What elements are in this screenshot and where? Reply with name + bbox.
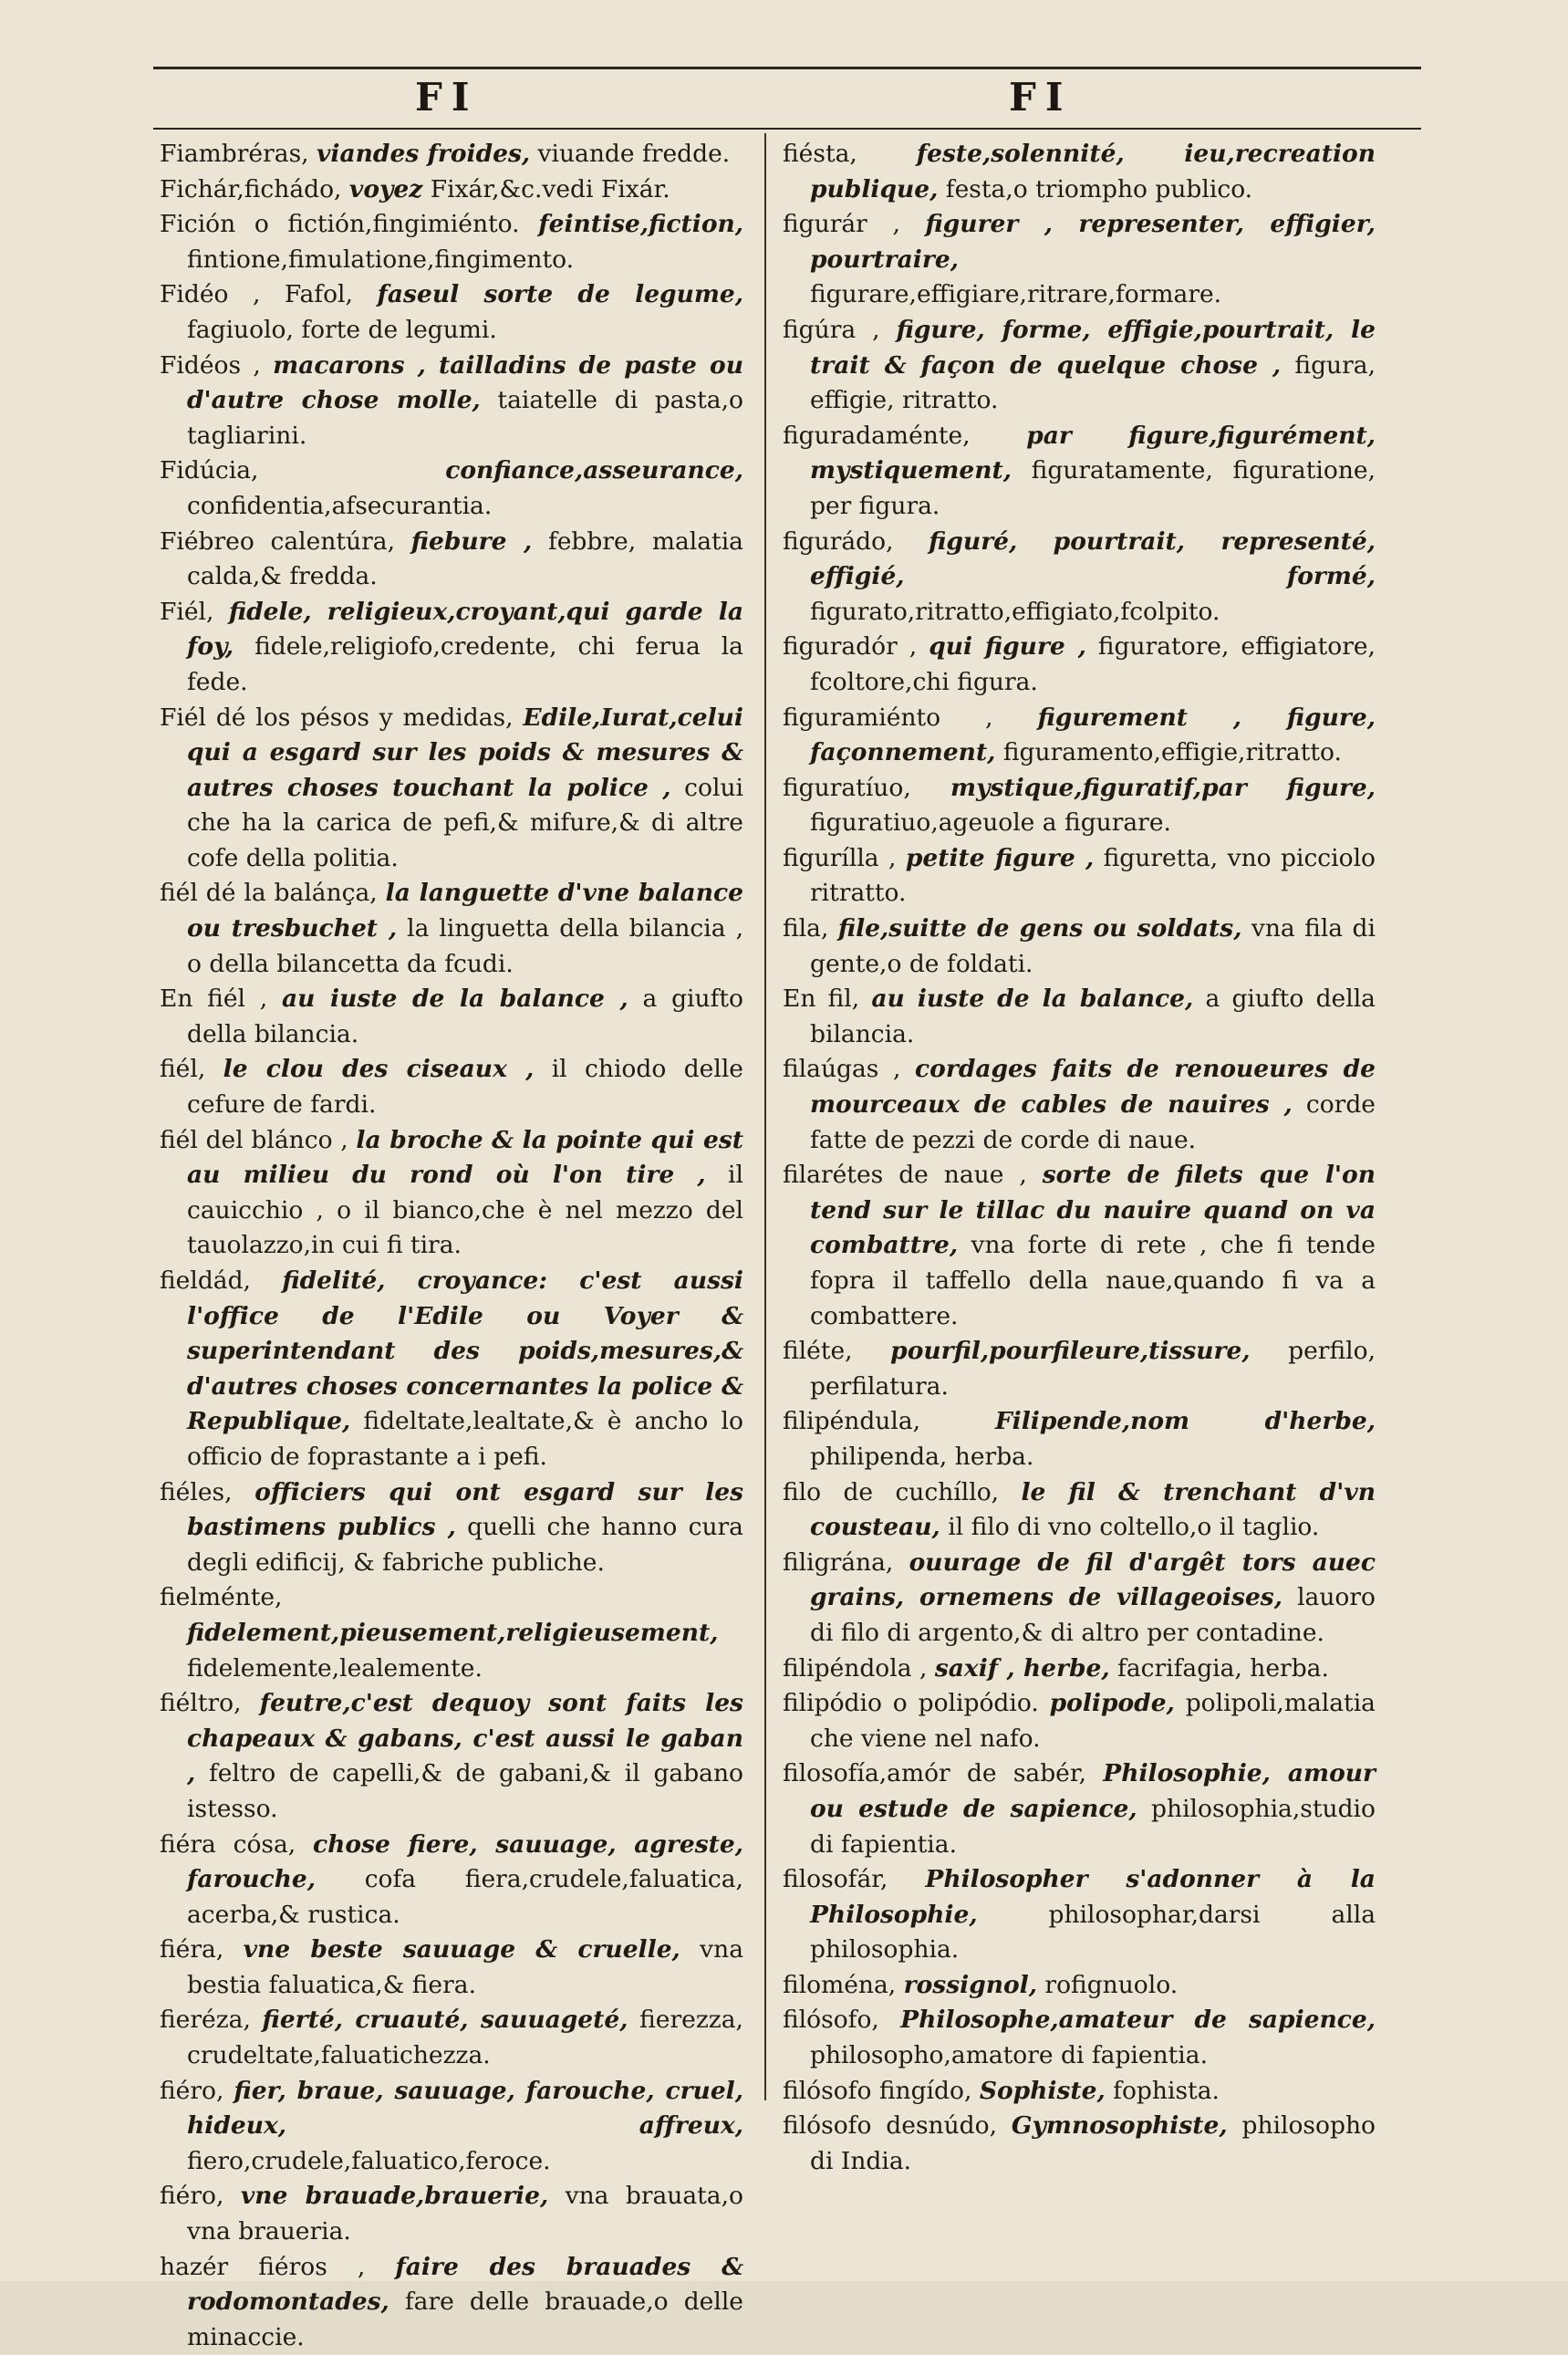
spanish-headword: figuramiénto , — [783, 703, 993, 732]
dictionary-entry — [160, 525, 743, 595]
spanish-headword: filéte, — [783, 1337, 853, 1366]
spanish-headword: Fichár,fichádo, — [160, 174, 342, 203]
italian-gloss: cofa fiera,crudele,faluatica, acerba,& rustica. — [187, 1865, 743, 1929]
spanish-headword: fiéro, — [160, 2076, 224, 2105]
french-gloss: vne brauade,brauerie, — [240, 2182, 549, 2211]
french-gloss: la broche & la pointe qui est au milieu du rond où l'on tire , — [187, 1125, 743, 1190]
italian-gloss: fophista. — [1113, 2076, 1220, 2105]
dictionary-entry — [783, 1756, 1376, 1862]
french-gloss: feutre,c'est dequoy sont faits les chapeaux & gabans, c'est aussi le gaban , — [187, 1689, 743, 1788]
french-gloss: cordages faits de renoueures de mourceaux de cables de nauires , — [810, 1055, 1376, 1120]
dictionary-entry — [783, 1404, 1376, 1474]
french-gloss: fidelité, croyance: c'est aussi l'office de l'Edile ou Voyer & superintendant des poids,mesures,& d'autres choses concernantes la police & Republique, — [187, 1266, 743, 1436]
french-gloss: viandes froides, — [317, 140, 531, 168]
dictionary-entry — [783, 1968, 1376, 2004]
dictionary-entry — [160, 1052, 743, 1122]
dictionary-entry — [783, 2109, 1376, 2179]
italian-gloss: il chiodo delle cefure de fardi. — [187, 1055, 743, 1120]
italian-gloss: fare delle brauade,o delle minaccie. — [187, 2287, 743, 2351]
french-gloss: Filipende,nom d'herbe, — [994, 1407, 1376, 1436]
italian-gloss: corde fatte de pezzi de corde di naue. — [810, 1090, 1376, 1154]
dictionary-entry — [783, 1052, 1376, 1158]
dictionary-entry — [783, 1158, 1376, 1334]
italian-gloss: figurato,ritratto,effigiato,fcolpito. — [810, 597, 1220, 626]
french-gloss: polipode, — [1049, 1689, 1175, 1718]
italian-gloss: figura, effigie, ritratto. — [810, 350, 1376, 415]
spanish-headword: Fidéos , — [160, 350, 261, 380]
dictionary-entry — [783, 1475, 1376, 1546]
right-column — [783, 137, 1376, 2179]
french-gloss: Edile,Iurat,celui qui a esgard sur les poids & mesures & autres choses touchant la police , — [187, 703, 743, 802]
spanish-headword: filigrána, — [783, 1547, 894, 1577]
french-gloss: file,suitte de gens ou soldats, — [837, 914, 1242, 943]
french-gloss: Gymnosophiste, — [1011, 2111, 1228, 2141]
italian-gloss: philosophia,studio di fapientia. — [810, 1794, 1376, 1859]
spanish-headword: figurár , — [783, 210, 900, 239]
french-gloss: fidelement,pieusement,religieusement, — [187, 1618, 719, 1647]
dictionary-entry — [160, 1475, 743, 1581]
dictionary-entry — [783, 207, 1376, 313]
italian-gloss: facrifagia, herba. — [1117, 1653, 1329, 1683]
spanish-headword: filarétes de naue , — [783, 1161, 1027, 1190]
spanish-headword: filo de cuchíllo, — [783, 1477, 1000, 1506]
spanish-headword: filoména, — [783, 1970, 897, 1999]
french-gloss: petite figure , — [905, 843, 1095, 872]
dictionary-entry — [783, 1686, 1376, 1756]
italian-gloss: fierezza, crudeltate,faluatichezza. — [187, 2006, 743, 2070]
spanish-headword: fiél dé la balánça, — [160, 879, 378, 908]
spanish-headword: fiél del blánco , — [160, 1125, 348, 1154]
italian-gloss: figuretta, vno picciolo ritratto. — [810, 843, 1376, 908]
french-gloss: fier, braue, sauuage, farouche, cruel, hideux, affreux, — [187, 2076, 743, 2141]
spanish-headword: filipéndola , — [783, 1653, 928, 1683]
french-gloss: au iuste de la balance, — [871, 985, 1194, 1014]
dictionary-entry — [783, 630, 1376, 700]
dictionary-entry — [160, 2074, 743, 2180]
dictionary-entry — [160, 1123, 743, 1264]
dictionary-entry — [160, 1264, 743, 1475]
french-gloss: confiance,asseurance, — [445, 456, 743, 485]
french-gloss: feintise,fiction, — [538, 210, 743, 239]
spanish-headword: fiéra, — [160, 1935, 224, 1964]
italian-gloss: a giufto della bilancia. — [810, 985, 1376, 1048]
spanish-headword: Fición o fictión,fingimiénto. — [160, 210, 520, 239]
french-gloss: fierté, cruauté, sauuageté, — [262, 2006, 628, 2035]
dictionary-entry — [160, 137, 743, 172]
dictionary-entry — [160, 1580, 743, 1686]
spanish-headword: fiél, — [160, 1055, 206, 1084]
italian-gloss: rofignuolo. — [1044, 1970, 1179, 1999]
italian-gloss: lauoro di filo di argento,& di altro per contadine. — [810, 1583, 1376, 1647]
spanish-headword: figuradór , — [783, 632, 918, 662]
spanish-headword: Fidúcia, — [160, 456, 259, 485]
spanish-headword: filosofía,amór de sabér, — [783, 1759, 1087, 1788]
dictionary-entry — [160, 2003, 743, 2073]
italian-gloss: quelli che hanno cura degli edificij, & fabriche publiche. — [187, 1513, 743, 1577]
french-gloss: fidele, religieux,croyant,qui garde la foy, — [187, 597, 743, 662]
dictionary-entry — [160, 349, 743, 454]
dictionary-entry — [783, 1652, 1376, 1687]
italian-gloss: confidentia,afsecurantia. — [187, 491, 493, 520]
italian-gloss: febbre, malatia calda,& fredda. — [187, 526, 743, 591]
dictionary-entry — [783, 701, 1376, 771]
spanish-headword: filipódio o polipódio. — [783, 1689, 1039, 1718]
french-gloss: saxif , herbe, — [934, 1653, 1110, 1683]
top-rule — [153, 67, 1421, 69]
italian-gloss: a giufto della bilancia. — [187, 985, 743, 1048]
italian-gloss: figuratore, effigiatore, fcoltore,chi figura. — [810, 632, 1376, 696]
italian-gloss: fidelemente,lealemente. — [187, 1653, 483, 1683]
french-gloss: chose fiere, sauuage, agreste, farouche, — [187, 1829, 743, 1894]
french-gloss: fiebure , — [410, 526, 533, 556]
french-gloss: qui figure , — [929, 632, 1086, 662]
spanish-headword: fiéra cósa, — [160, 1829, 296, 1859]
spanish-headword: En fiél , — [160, 985, 268, 1014]
french-gloss: macarons , tailladins de paste ou d'autre chose molle, — [187, 350, 743, 415]
italian-gloss: philosopho,amatore di fapientia. — [810, 2041, 1209, 2070]
italian-gloss: Fixár,&c.vedi Fixár. — [430, 174, 670, 203]
dictionary-entry — [160, 172, 743, 208]
running-head-left: FI — [415, 75, 479, 120]
italian-gloss: festa,o triompho publico. — [945, 174, 1253, 203]
french-gloss: Sophiste, — [979, 2076, 1106, 2105]
french-gloss: faire des brauades & rodomontades, — [187, 2252, 743, 2317]
running-head-right: FI — [1009, 75, 1073, 120]
italian-gloss: il filo di vno coltello,o il taglio. — [948, 1513, 1320, 1542]
dictionary-entry — [160, 277, 743, 348]
spanish-headword: fiéltro, — [160, 1689, 242, 1718]
italian-gloss: feltro de capelli,& de gabani,& il gabano istesso. — [187, 1759, 743, 1823]
french-gloss: au iuste de la balance , — [282, 985, 628, 1014]
italian-gloss: polipoli,malatia che viene nel nafo. — [810, 1689, 1376, 1753]
italian-gloss: colui che ha la carica de pefi,& mifure,& di altre cofe della politia. — [187, 773, 743, 872]
italian-gloss: vna fila di gente,o de foldati. — [810, 914, 1376, 978]
spanish-headword: Fidéo , Fafol, — [160, 280, 353, 309]
spanish-headword: fieldád, — [160, 1266, 251, 1295]
italian-gloss: fintione,fimulatione,fingimento. — [187, 245, 575, 274]
french-gloss: la languette d'vne balance ou tresbuchet , — [187, 879, 743, 943]
french-gloss: feste,solennité, ieu,recreation publique, — [810, 140, 1376, 203]
spanish-headword: figúra , — [783, 315, 880, 344]
french-gloss: sorte de filets que l'on tend sur le tillac du nauire quand on va combattre, — [810, 1161, 1376, 1260]
italian-gloss: viuande fredde. — [537, 140, 731, 168]
spanish-headword: fiéles, — [160, 1477, 233, 1506]
spanish-headword: Fiél dé los pésos y medidas, — [160, 703, 514, 732]
dictionary-entry — [160, 1828, 743, 1933]
french-gloss: Philosopher s'adonner à la Philosophie, — [810, 1865, 1376, 1929]
dictionary-entry — [160, 2179, 743, 2249]
dictionary-entry — [783, 2074, 1376, 2110]
dictionary-entry — [783, 137, 1376, 207]
french-gloss: vne beste sauuage & cruelle, — [243, 1935, 680, 1964]
french-gloss: figurer , representer, effigier, pourtraire, — [810, 210, 1376, 274]
spanish-headword: filósofo desnúdo, — [783, 2111, 998, 2141]
spanish-headword: Fiébreo calentúra, — [160, 526, 395, 556]
spanish-headword: fila, — [783, 914, 829, 943]
italian-gloss: fideltate,lealtate,& è ancho lo officio de foprastante a i pefi. — [187, 1407, 743, 1471]
spanish-headword: filosofár, — [783, 1865, 888, 1894]
dictionary-entry — [160, 876, 743, 982]
dictionary-entry — [783, 419, 1376, 525]
italian-gloss: fagiuolo, forte de legumi. — [187, 315, 497, 344]
french-gloss: ouurage de fil d'argêt tors auec grains, ornemens de villageoises, — [810, 1547, 1376, 1612]
dictionary-entry — [160, 982, 743, 1052]
italian-gloss: vna bestia faluatica,& fiera. — [187, 1935, 743, 1999]
dictionary-entry — [160, 1686, 743, 1827]
french-gloss: le clou des ciseaux , — [223, 1055, 535, 1084]
french-gloss: Philosophe,amateur de sapience, — [900, 2006, 1376, 2035]
dictionary-entry — [783, 1862, 1376, 1968]
spanish-headword: fielménte, — [160, 1583, 283, 1612]
italian-gloss: philipenda, herba. — [810, 1442, 1034, 1471]
dictionary-entry — [160, 453, 743, 524]
italian-gloss: figuramento,effigie,ritratto. — [1002, 738, 1342, 767]
spanish-headword: filipéndula, — [783, 1407, 921, 1436]
spanish-headword: filósofo fingído, — [783, 2076, 972, 2105]
italian-gloss: fidele,religiofo,credente, chi ferua la fede. — [187, 632, 743, 696]
french-gloss: faseul sorte de legume, — [377, 280, 743, 309]
spanish-headword: Fiél, — [160, 597, 214, 626]
italian-gloss: perfilo, perfilatura. — [810, 1337, 1376, 1401]
dictionary-entry — [783, 982, 1376, 1052]
spanish-headword: hazér fiéros , — [160, 2252, 366, 2281]
dictionary-entry — [160, 1933, 743, 2003]
dictionary-entry — [783, 841, 1376, 912]
french-gloss: pourfil,pourfileure,tissure, — [890, 1337, 1251, 1366]
french-gloss: rossignol, — [903, 1970, 1037, 1999]
spanish-headword: figurílla , — [783, 843, 897, 872]
french-gloss: par figure,figurément, mystiquement, — [810, 421, 1376, 485]
italian-gloss: il cauicchio , o il bianco,che è nel mezzo del tauolazzo,in cui fi tira. — [187, 1161, 743, 1260]
dictionary-entry — [160, 2250, 743, 2355]
french-gloss: Philosophie, amour ou estude de sapience, — [810, 1759, 1376, 1823]
spanish-headword: filaúgas , — [783, 1055, 901, 1084]
spanish-headword: filósofo, — [783, 2006, 879, 2035]
dictionary-entry — [160, 701, 743, 877]
french-gloss: figurement , figure, façonnement, — [810, 703, 1376, 767]
italian-gloss: vna forte di rete , che fi tende fopra il taffello della naue,quando fi va a combattere. — [810, 1231, 1376, 1330]
header-rule — [153, 128, 1421, 130]
spanish-headword: fiésta, — [783, 140, 857, 168]
french-gloss: figure, forme, effigie,pourtrait, le trait & façon de quelque chose , — [810, 315, 1376, 380]
spanish-headword: figuradaménte, — [783, 421, 971, 450]
dictionary-entry — [783, 1546, 1376, 1652]
french-gloss: voyez — [348, 174, 423, 203]
dictionary-entry — [783, 771, 1376, 841]
dictionary-entry — [160, 207, 743, 277]
column-divider — [764, 133, 766, 2100]
spanish-headword: figuratíuo, — [783, 773, 911, 802]
italian-gloss: figuratiuo,ageuole a figurare. — [810, 808, 1171, 838]
dictionary-entry — [783, 1334, 1376, 1404]
italian-gloss: fiero,crudele,faluatico,feroce. — [187, 2146, 551, 2175]
spanish-headword: En fil, — [783, 985, 860, 1014]
dictionary-entry — [160, 595, 743, 701]
italian-gloss: philosophar,darsi alla philosophia. — [810, 1900, 1376, 1964]
spanish-headword: Fiambréras, — [160, 140, 309, 168]
spanish-headword: fiéro, — [160, 2182, 224, 2211]
italian-gloss: taiatelle di pasta,o tagliarini. — [187, 386, 743, 450]
french-gloss: mystique,figuratif,par figure, — [950, 773, 1376, 802]
dictionary-entry — [783, 525, 1376, 630]
french-gloss: officiers qui ont esgard sur les bastimens publics , — [187, 1477, 743, 1542]
dictionary-entry — [783, 2003, 1376, 2073]
french-gloss: figuré, pourtrait, representé, effigié, formé, — [810, 526, 1376, 591]
french-gloss: le fil & trenchant d'vn cousteau, — [810, 1477, 1376, 1542]
spanish-headword: fieréza, — [160, 2006, 251, 2035]
dictionary-entry — [783, 313, 1376, 419]
italian-gloss: vna brauata,o vna braueria. — [187, 2182, 743, 2246]
italian-gloss: philosopho di India. — [810, 2111, 1376, 2175]
dictionary-entry — [783, 912, 1376, 982]
spanish-headword: figurádo, — [783, 526, 894, 556]
left-column — [160, 137, 743, 2355]
italian-gloss: figurare,effigiare,ritrare,formare. — [810, 280, 1222, 309]
italian-gloss: la linguetta della bilancia , o della bilancetta da fcudi. — [187, 914, 743, 978]
italian-gloss: figuratamente, figuratione, per figura. — [810, 456, 1376, 520]
